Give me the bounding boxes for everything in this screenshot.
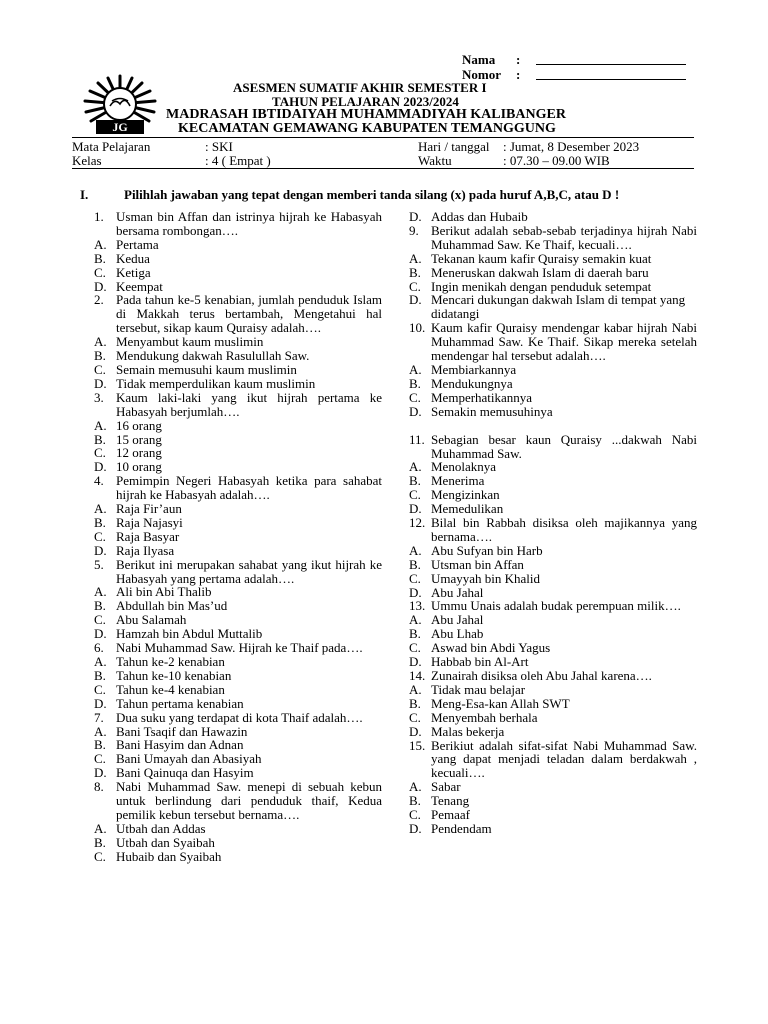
question-number: 12.	[409, 515, 426, 531]
section-number: I.	[80, 187, 89, 202]
question-number: 5.	[94, 556, 104, 572]
question-text: Usman bin Affan dan istrinya hijrah ke Habasyah bersama rombongan….	[116, 209, 382, 238]
question-14	[409, 669, 697, 683]
question-number: 10.	[409, 320, 426, 336]
question-text: Bilal bin Rabbah disiksa oleh majikannya yang bernama….	[431, 515, 697, 544]
q3-option-a[interactable]: A. 16 orang	[94, 417, 162, 433]
question-2	[94, 293, 382, 335]
q4-option-a[interactable]: A. Raja Fir’aun	[94, 501, 182, 517]
q1-option-d[interactable]: D. Keempat	[94, 278, 163, 294]
q11-option-a[interactable]: A. Menolaknya	[409, 459, 496, 475]
muhammadiyah-logo	[82, 74, 158, 136]
q9-option-b[interactable]: B. Meneruskan dakwah Islam di daerah baru	[409, 264, 649, 280]
q6-option-c[interactable]: C. Tahun ke-4 kenabian	[94, 681, 225, 697]
name-label: Nama	[462, 52, 496, 67]
header-rule-bottom	[72, 168, 694, 169]
q1-option-a[interactable]: A. Pertama	[94, 236, 159, 252]
question-number: 7.	[94, 709, 104, 725]
day-label: Hari / tanggal	[418, 139, 490, 154]
question-number: 4.	[94, 473, 104, 489]
question-8	[94, 780, 382, 822]
q2-option-b[interactable]: B. Mendukung dakwah Rasulullah Saw.	[94, 348, 310, 364]
question-number: 13.	[409, 598, 426, 614]
question-number: 3.	[94, 389, 104, 405]
q8-option-a[interactable]: A. Utbah dan Addas	[94, 820, 206, 836]
q12-option-c[interactable]: C. Umayyah bin Khalid	[409, 570, 541, 586]
q5-option-c[interactable]: C. Abu Salamah	[94, 612, 187, 628]
q9-option-d[interactable]: D. Mencari dukungan dakwah Islam di tempat yang didatangi	[409, 292, 686, 322]
q1-option-c[interactable]: C. Ketiga	[94, 264, 151, 280]
question-3	[94, 391, 382, 419]
q10-option-b[interactable]: B. Mendukungnya	[409, 375, 513, 391]
q11-option-d[interactable]: D. Memedulikan	[409, 501, 504, 517]
q4-option-d[interactable]: D. Raja Ilyasa	[94, 542, 175, 558]
question-number: 8.	[94, 779, 104, 795]
q12-option-d[interactable]: D. Abu Jahal	[409, 584, 484, 600]
question-1	[94, 210, 382, 238]
q7-option-d[interactable]: D. Bani Qainuqa dan Hasyim	[94, 765, 254, 781]
q10-option-c[interactable]: C. Memperhatikannya	[409, 389, 533, 405]
question-text: Sebagian besar kaun Quraisy ...dakwah Nabi Muhammad Saw.	[431, 431, 697, 461]
q2-option-c[interactable]: C. Semain memusuhi kaum muslimin	[94, 361, 297, 377]
q7-option-b[interactable]: B. Bani Hasyim dan Adnan	[94, 737, 244, 753]
question-text: Berikut ini merupakan sahabat yang ikut hijrah ke Habasyah yang pertama adalah….	[116, 556, 382, 586]
header-line-4: KECAMATAN GEMAWANG KABUPATEN TEMANGGUNG	[178, 121, 556, 136]
q9-option-a[interactable]: A. Tekanan kaum kafir Quraisy semakin kuat	[409, 250, 652, 266]
q11-option-c[interactable]: C. Mengizinkan	[409, 487, 500, 503]
day-value: : Jumat, 8 Desember 2023	[503, 139, 640, 154]
question-number: 2.	[94, 292, 104, 308]
question-number: 15.	[409, 737, 426, 753]
q2-option-d[interactable]: D. Tidak memperdulikan kaum muslimin	[94, 375, 316, 391]
q11-option-b[interactable]: B. Menerima	[409, 473, 485, 489]
number-label: Nomor	[462, 67, 501, 82]
q1-option-b[interactable]: B. Kedua	[94, 250, 150, 266]
subject-value: : SKI	[205, 139, 233, 154]
question-4	[94, 474, 382, 502]
q5-option-b[interactable]: B. Abdullah bin Mas’ud	[94, 598, 228, 614]
q4-option-b[interactable]: B. Raja Najasyi	[94, 514, 183, 530]
q13-option-a[interactable]: A. Abu Jahal	[409, 612, 484, 628]
q7-option-a[interactable]: A. Bani Tsaqif dan Hawazin	[94, 723, 248, 739]
class-value: : 4 ( Empat )	[205, 153, 271, 168]
q8-option-c[interactable]: C. Hubaib dan Syaibah	[94, 848, 222, 864]
question-6	[94, 641, 382, 655]
q3-option-c[interactable]: C. 12 orang	[94, 445, 162, 461]
right-column	[409, 210, 697, 836]
class-label: Kelas	[72, 153, 102, 168]
q8-option-d[interactable]: D. Addas dan Hubaib	[409, 209, 528, 224]
section-instruction	[80, 187, 700, 203]
question-11	[409, 433, 697, 461]
name-fill-line[interactable]	[536, 64, 686, 65]
q5-option-a[interactable]: A. Ali bin Abi Thalib	[94, 584, 212, 600]
q13-option-d[interactable]: D. Habbab bin Al-Art	[409, 654, 529, 670]
question-text: Pemimpin Negeri Habasyah ketika para sahabat hijrah ke Habasyah adalah….	[116, 473, 382, 503]
question-number: 6.	[94, 640, 104, 656]
q8-option-b[interactable]: B. Utbah dan Syaibah	[94, 834, 215, 850]
question-text: Berikiut adalah sifat-sifat Nabi Muhammad Saw. yang dapat menjadi teladan dalam berdakwah , kecuali….	[431, 737, 697, 781]
name-colon: :	[516, 52, 521, 67]
q12-option-b[interactable]: B. Utsman bin Affan	[409, 556, 524, 572]
q7-option-c[interactable]: C. Bani Umayah dan Abasiyah	[94, 751, 262, 767]
question-number: 14.	[409, 668, 426, 683]
question-9	[409, 224, 697, 252]
question-text: Kaum kafir Quraisy mendengar kabar hijrah Nabi Muhammad Saw. Ke Thaif. Sikap mereka setelah mendengar hal tersebut adalah….	[431, 320, 697, 364]
q13-option-b[interactable]: B. Abu Lhab	[409, 626, 484, 642]
instruction-text: Pilihlah jawaban yang tepat dengan memberi tanda silang (x) pada huruf A,B,C, atau D !	[124, 187, 620, 202]
q15-option-d[interactable]: D. Pendendam	[409, 820, 492, 836]
q14-option-a[interactable]: A. Tidak mau belajar	[409, 681, 526, 697]
question-number: 9.	[409, 222, 419, 238]
q3-option-d[interactable]: D. 10 orang	[94, 459, 162, 475]
header-rule-top	[72, 137, 694, 138]
q12-option-a[interactable]: A. Abu Sufyan bin Harb	[409, 542, 543, 558]
question-12	[409, 516, 697, 544]
spacer	[409, 419, 697, 433]
q10-option-a[interactable]: A. Membiarkannya	[409, 361, 517, 377]
q10-option-d[interactable]: D. Semakin memusuhinya	[409, 403, 553, 419]
q15-option-a[interactable]: A. Sabar	[409, 779, 461, 795]
subject-label: Mata Pelajaran	[72, 139, 151, 154]
question-10	[409, 321, 697, 363]
header-line-2: TAHUN PELAJARAN 2023/2024	[272, 94, 459, 109]
number-fill-line[interactable]	[536, 79, 686, 80]
question-13	[409, 599, 697, 613]
question-text: Nabi Muhammad Saw. Hijrah ke Thaif pada….	[116, 640, 363, 656]
number-colon: :	[516, 67, 521, 82]
q4-option-c[interactable]: C. Raja Basyar	[94, 528, 180, 544]
question-text: Dua suku yang terdapat di kota Thaif adalah….	[116, 709, 363, 725]
question-text: Kaum laki-laki yang ikut hijrah pertama ke Habasyah berjumlah….	[116, 389, 382, 419]
q9-option-c[interactable]: C. Ingin menikah dengan penduduk setempat	[409, 278, 652, 294]
question-text: Ummu Unais adalah budak perempuan milik….	[431, 598, 681, 614]
q14-option-c[interactable]: C. Menyembah berhala	[409, 709, 538, 725]
time-label: Waktu	[418, 153, 452, 168]
question-text: Berikut adalah sebab-sebab terjadinya hijrah Nabi Muhammad Saw. Ke Thaif, kecuali….	[431, 222, 697, 252]
q5-option-d[interactable]: D. Hamzah bin Abdul Muttalib	[94, 626, 263, 642]
name-row	[462, 52, 520, 67]
q15-option-c[interactable]: C. Pemaaf	[409, 807, 470, 823]
svg-text:JG: JG	[112, 120, 128, 134]
question-15	[409, 739, 697, 781]
q14-option-b[interactable]: B. Meng-Esa-kan Allah SWT	[409, 695, 570, 711]
header-line-3: MADRASAH IBTIDAIYAH MUHAMMADIYAH KALIBANGER	[166, 107, 566, 122]
q6-option-d[interactable]: D. Tahun pertama kenabian	[94, 695, 244, 711]
q2-option-a[interactable]: A. Menyambut kaum muslimin	[94, 334, 264, 350]
question-number: 1.	[94, 209, 104, 224]
question-7	[94, 711, 382, 725]
question-text: Pada tahun ke-5 kenabian, jumlah penduduk Islam di Makkah terus bertambah, Mengetahui hal tersebut, sikap kaum Quraisy adalah….	[116, 292, 382, 336]
q6-option-a[interactable]: A. Tahun ke-2 kenabian	[94, 654, 225, 669]
question-number: 11.	[409, 431, 425, 447]
time-value: : 07.30 – 09.00 WIB	[503, 153, 610, 168]
left-column	[94, 210, 382, 864]
question-text: Nabi Muhammad Saw. menepi di sebuah kebun untuk berlindung dari penduduk thaif, Kedua pemilik kebun tersebut bernama….	[116, 779, 382, 822]
q15-option-b[interactable]: B. Tenang	[409, 793, 470, 809]
header-line-1: ASESMEN SUMATIF AKHIR SEMESTER I	[233, 80, 487, 95]
q3-option-b[interactable]: B. 15 orang	[94, 431, 162, 447]
question-text: Zunairah disiksa oleh Abu Jahal karena….	[431, 668, 652, 683]
q6-option-b[interactable]: B. Tahun ke-10 kenabian	[94, 667, 232, 683]
q13-option-c[interactable]: C. Aswad bin Abdi Yagus	[409, 640, 551, 656]
question-5	[94, 558, 382, 586]
q14-option-d[interactable]: D. Malas bekerja	[409, 723, 505, 739]
